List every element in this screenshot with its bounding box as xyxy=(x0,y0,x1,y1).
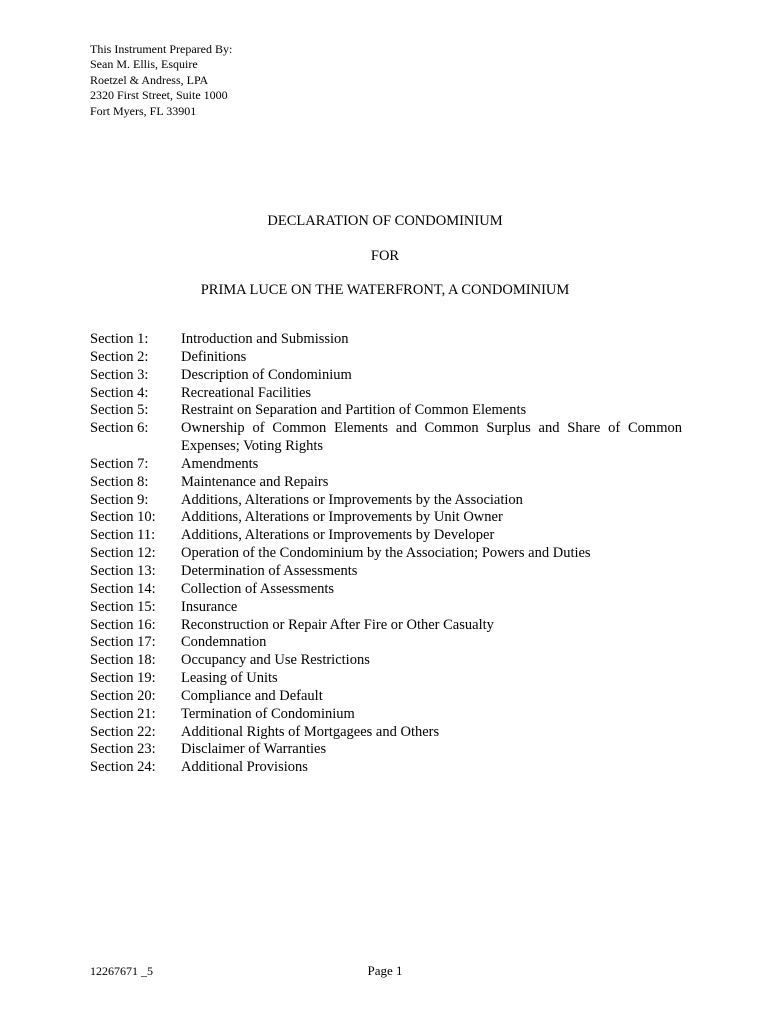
toc-section-number: Section 20: xyxy=(90,687,156,704)
toc-section-number: Section 19: xyxy=(90,670,156,687)
toc-section-number: Section 16: xyxy=(90,616,156,633)
toc-section-title: Additions, Alterations or Improvements by Unit Owner xyxy=(181,509,503,526)
toc-section-title: Reconstruction or Repair After Fire or Other Casualty xyxy=(181,616,494,633)
toc-section-title: Description of Condominium xyxy=(181,366,352,383)
toc-section-title: Ownership of Common Elements and Common Surplus and Share of Common Expenses; Voting Rights xyxy=(181,420,682,455)
toc-row xyxy=(90,670,682,688)
toc-section-title: Additions, Alterations or Improvements by Developer xyxy=(181,527,495,544)
toc-section-title: Disclaimer of Warranties xyxy=(181,741,327,758)
toc-section-title: Termination of Condominium xyxy=(181,705,355,722)
toc-section-title: Compliance and Default xyxy=(181,687,323,704)
toc-section-number: Section 9: xyxy=(90,491,149,508)
toc-row xyxy=(90,706,682,724)
toc-section-number: Section 15: xyxy=(90,598,156,615)
toc-section-number: Section 17: xyxy=(90,634,156,651)
toc-section-title: Operation of the Condominium by the Association; Powers and Duties xyxy=(181,545,591,562)
toc-section-number: Section 21: xyxy=(90,705,156,722)
toc-row xyxy=(90,741,682,759)
toc-section-number: Section 10: xyxy=(90,509,156,526)
toc-row xyxy=(90,492,682,510)
toc-row xyxy=(90,581,682,599)
toc-section-title: Additions, Alterations or Improvements by the Association xyxy=(181,491,523,508)
toc-row xyxy=(90,402,682,420)
toc-section-number: Section 8: xyxy=(90,473,149,490)
toc-section-title: Restraint on Separation and Partition of Common Elements xyxy=(181,402,527,419)
document-title-for: FOR xyxy=(370,248,400,264)
toc-section-title: Additional Provisions xyxy=(181,759,308,776)
toc-row xyxy=(90,563,682,581)
toc-section-number: Section 1: xyxy=(90,331,149,347)
toc-row xyxy=(90,724,682,742)
toc-section-title: Maintenance and Repairs xyxy=(181,473,329,490)
toc-section-title: Insurance xyxy=(181,598,238,615)
toc-row xyxy=(90,367,682,385)
preparer-line: This Instrument Prepared By: xyxy=(90,42,233,56)
toc-row xyxy=(90,509,682,527)
toc-row xyxy=(90,474,682,492)
toc-row xyxy=(90,385,682,403)
toc-section-number: Section 11: xyxy=(90,527,156,544)
toc-section-number: Section 7: xyxy=(90,455,149,472)
toc-section-title: Occupancy and Use Restrictions xyxy=(181,652,370,669)
toc-section-number: Section 3: xyxy=(90,366,149,383)
toc-section-number: Section 4: xyxy=(90,384,149,401)
document-subtitle: PRIMA LUCE ON THE WATERFRONT, A CONDOMINIUM xyxy=(200,282,570,298)
toc-section-title: Determination of Assessments xyxy=(181,562,358,579)
toc-section-title: Collection of Assessments xyxy=(181,580,335,597)
toc-row xyxy=(90,688,682,706)
toc-section-number: Section 12: xyxy=(90,545,156,562)
document-title: DECLARATION OF CONDOMINIUM xyxy=(267,213,503,229)
toc-row xyxy=(90,652,682,670)
toc-section-number: Section 23: xyxy=(90,741,156,758)
toc-row xyxy=(90,349,682,367)
toc-section-number: Section 2: xyxy=(90,348,149,365)
document-number: 12267671 _5 xyxy=(90,964,153,978)
toc-row xyxy=(90,759,682,777)
toc-section-title: Condemnation xyxy=(181,634,267,651)
toc-row xyxy=(90,331,682,349)
toc-row xyxy=(90,456,682,474)
toc-section-number: Section 24: xyxy=(90,759,156,776)
toc-row xyxy=(90,545,682,563)
toc-section-number: Section 18: xyxy=(90,652,156,669)
toc-section-number: Section 14: xyxy=(90,580,156,597)
toc-section-title: Leasing of Units xyxy=(181,670,278,687)
toc-section-title: Recreational Facilities xyxy=(181,384,312,401)
toc-section-title: Introduction and Submission xyxy=(181,331,349,347)
toc-section-title: Additional Rights of Mortgagees and Others xyxy=(181,723,440,740)
table-of-contents xyxy=(90,331,682,777)
page-number: Page 1 xyxy=(367,963,403,978)
preparer-block xyxy=(90,42,232,119)
toc-row xyxy=(90,420,682,456)
preparer-line: Fort Myers, FL 33901 xyxy=(90,103,197,118)
preparer-line: 2320 First Street, Suite 1000 xyxy=(90,88,228,103)
toc-section-number: Section 13: xyxy=(90,562,156,579)
toc-section-number: Section 6: xyxy=(90,420,149,437)
toc-section-number: Section 22: xyxy=(90,723,156,740)
preparer-line: Sean M. Ellis, Esquire xyxy=(90,57,198,72)
toc-row xyxy=(90,599,682,617)
toc-row xyxy=(90,527,682,545)
toc-section-title: Definitions xyxy=(181,348,247,365)
toc-row xyxy=(90,634,682,652)
preparer-line: Roetzel & Andress, LPA xyxy=(90,72,209,87)
toc-row xyxy=(90,617,682,635)
toc-section-number: Section 5: xyxy=(90,402,149,419)
toc-section-title: Amendments xyxy=(181,455,259,472)
